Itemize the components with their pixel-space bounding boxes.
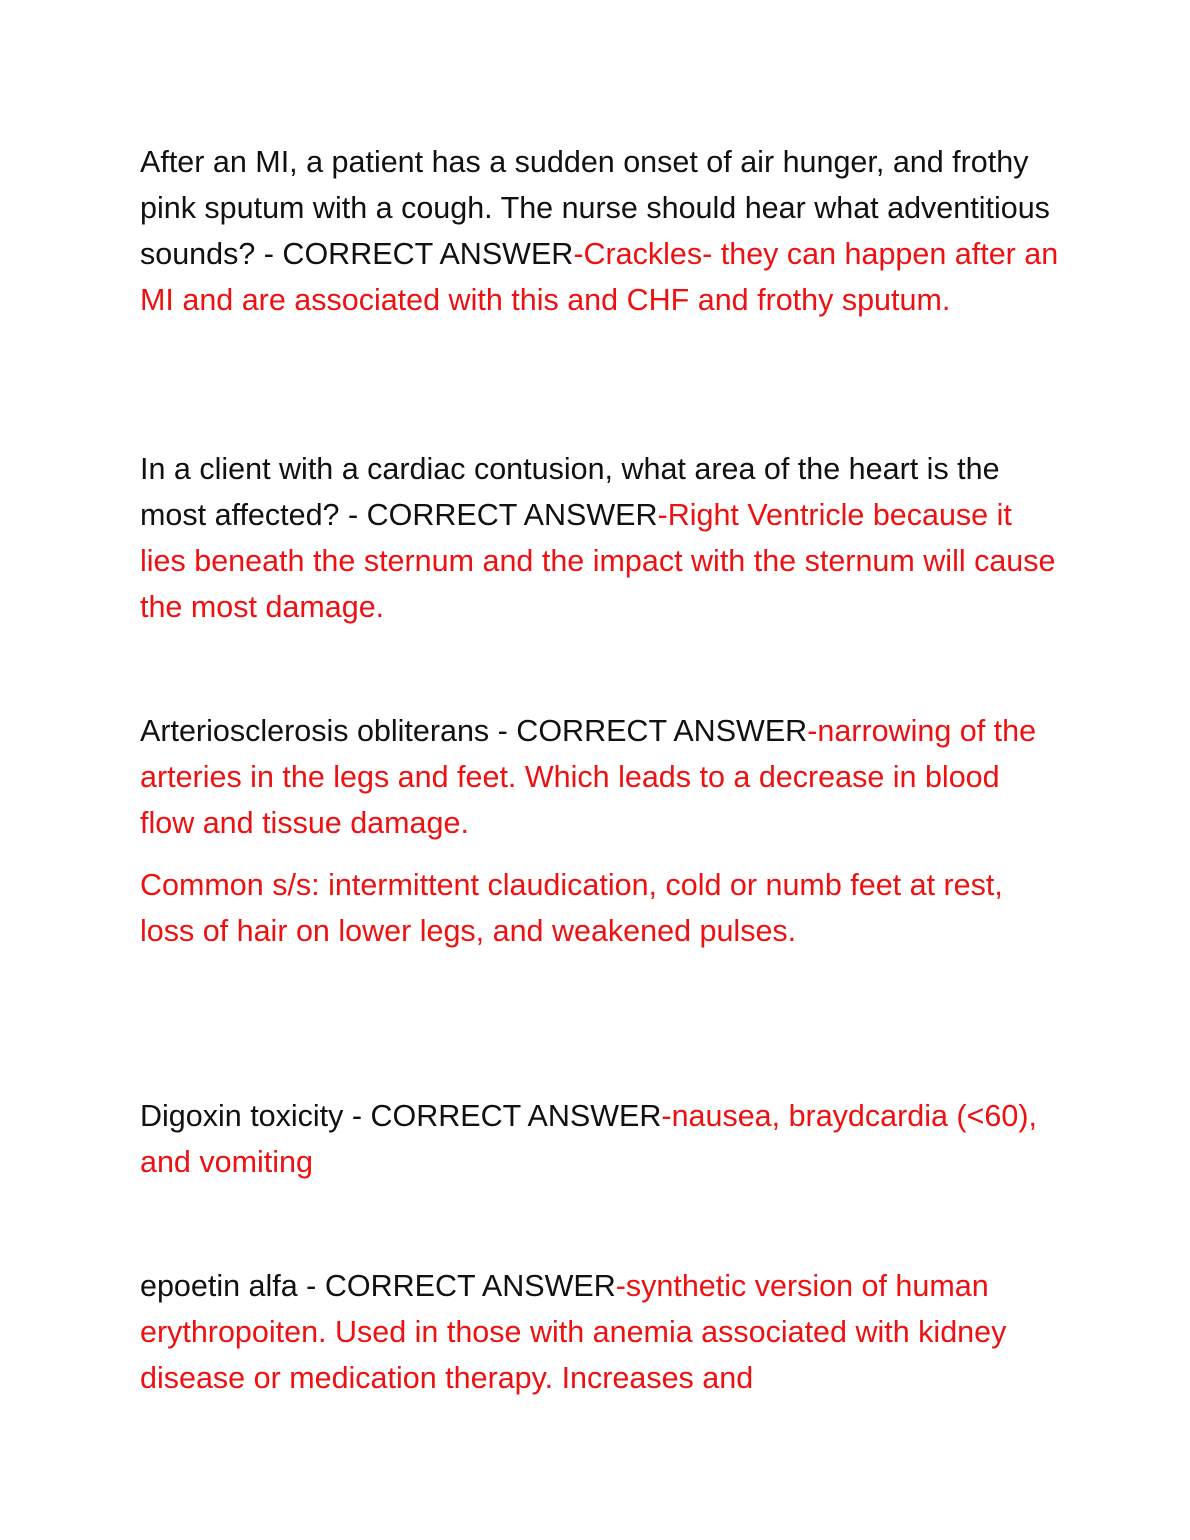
qa-entry-arteriosclerosis-obliterans bbox=[140, 708, 1060, 846]
question-text: Arteriosclerosis obliterans - CORRECT ANSWER bbox=[140, 714, 808, 748]
answer-text: -Right Ventricle because it lies beneath the sternum and the impact with the sternum will cause the most damage. bbox=[140, 498, 1056, 624]
qa-entry-cardiac-contusion bbox=[140, 446, 1060, 630]
question-text: Digoxin toxicity - CORRECT ANSWER bbox=[140, 1099, 662, 1133]
answer-extra-text: Common s/s: intermittent claudication, cold or numb feet at rest, loss of hair on lower legs, and weakened pulses. bbox=[140, 868, 1003, 948]
answer-text: -Crackles- they can happen after an MI and are associated with this and CHF and frothy sputum. bbox=[140, 237, 1059, 317]
question-text: In a client with a cardiac contusion, what area of the heart is the most affected? - CORRECT ANSWER bbox=[140, 452, 1000, 532]
question-text: After an MI, a patient has a sudden onset of air hunger, and frothy pink sputum with a cough. The nurse should hear what adventitious sounds? - CORRECT ANSWER bbox=[140, 145, 1050, 271]
qa-entry-digoxin-toxicity bbox=[140, 1093, 1060, 1185]
qa-entry-mi-adventitious-sounds bbox=[140, 139, 1060, 323]
answer-text: -nausea, braydcardia (<60), and vomiting bbox=[140, 1099, 1037, 1179]
question-text: epoetin alfa - CORRECT ANSWER bbox=[140, 1269, 616, 1303]
answer-text: -narrowing of the arteries in the legs and feet. Which leads to a decrease in blood flow and tissue damage. bbox=[140, 714, 1037, 840]
qa-entry-epoetin-alfa bbox=[140, 1263, 1060, 1401]
answer-text: -synthetic version of human erythropoiten. Used in those with anemia associated with kidney disease or medication therapy. Increases and bbox=[140, 1269, 1007, 1395]
